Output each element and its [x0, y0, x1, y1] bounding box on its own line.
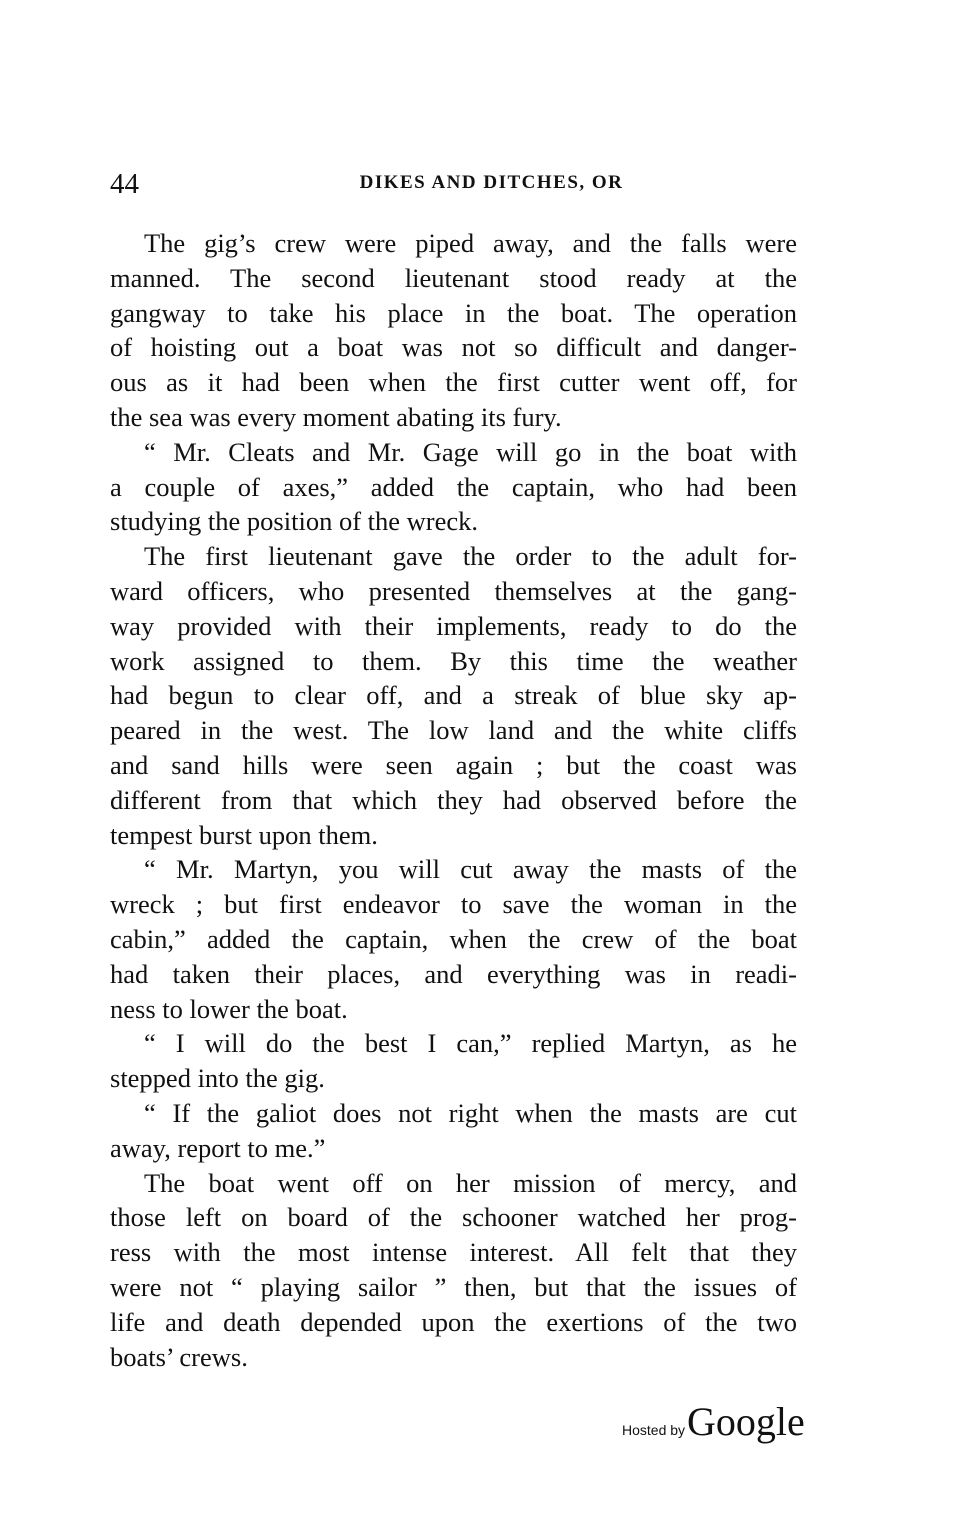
text-line: way provided with their implements, ready to do the — [110, 610, 797, 641]
paragraph — [110, 539, 797, 852]
text-line: tempest burst upon them. — [110, 819, 378, 850]
text-line: away, report to me.” — [110, 1132, 326, 1163]
text-line: life and death depended upon the exertions of the two — [110, 1306, 797, 1337]
text-line: “ If the galiot does not right when the masts are cut — [144, 1097, 797, 1128]
text-line: of hoisting out a boat was not so difficult and danger- — [110, 332, 797, 363]
text-line: The gig’s crew were piped away, and the falls were — [144, 228, 797, 258]
text-line: ress with the most intense interest. All felt that they — [110, 1237, 797, 1268]
text-line: work assigned to them. By this time the weather — [110, 645, 797, 676]
text-line: different from that which they had observed before the — [110, 784, 797, 815]
text-line: “ I will do the best I can,” replied Martyn, as he — [144, 1028, 797, 1059]
text-line: had begun to clear off, and a streak of blue sky ap- — [110, 680, 797, 711]
text-line: manned. The second lieutenant stood ready at the — [110, 262, 797, 293]
text-line: had taken their places, and everything was in readi- — [110, 958, 797, 989]
paragraph — [110, 226, 797, 435]
paragraph — [110, 1166, 797, 1375]
text-line: The first lieutenant gave the order to the adult for- — [144, 541, 797, 572]
text-line: and sand hills were seen again ; but the coast was — [110, 749, 797, 780]
google-logo: Google — [687, 1399, 805, 1444]
text-line: peared in the west. The low land and the white cliffs — [110, 715, 797, 746]
text-line: boats’ crews. — [110, 1341, 248, 1372]
body-text — [110, 226, 797, 1374]
text-line: “ Mr. Cleats and Mr. Gage will go in the boat with — [144, 436, 797, 467]
text-line: the sea was every moment abating its fury. — [110, 401, 562, 432]
paragraph — [110, 852, 797, 1026]
paragraph — [110, 435, 797, 539]
text-line: were not “ playing sailor ” then, but that the issues of — [110, 1271, 797, 1302]
text-line: The boat went off on her mission of mercy, and — [144, 1167, 797, 1198]
text-line: wreck ; but first endeavor to save the woman in the — [110, 889, 797, 920]
running-title: DIKES AND DITCHES, OR — [359, 172, 624, 193]
paragraph — [110, 1096, 797, 1166]
page-number: 44 — [110, 168, 139, 200]
text-line: ness to lower the boat. — [110, 993, 348, 1024]
text-line: stepped into the gig. — [110, 1063, 325, 1094]
text-line: those left on board of the schooner watched her prog- — [110, 1202, 797, 1233]
text-line: ous as it had been when the first cutter went off, for — [110, 367, 797, 398]
text-line: a couple of axes,” added the captain, who had been — [110, 471, 797, 502]
paragraph — [110, 1026, 797, 1096]
text-line: “ Mr. Martyn, you will cut away the masts of the — [144, 854, 797, 885]
text-line: cabin,” added the captain, when the crew of the boat — [110, 923, 797, 954]
text-line: studying the position of the wreck. — [110, 506, 478, 537]
hosted-by-google-watermark — [622, 1398, 805, 1445]
text-line: gangway to take his place in the boat. The operation — [110, 297, 797, 328]
text-line: ward officers, who presented themselves at the gang- — [110, 575, 797, 606]
hosted-by-label: Hosted by — [622, 1422, 686, 1438]
